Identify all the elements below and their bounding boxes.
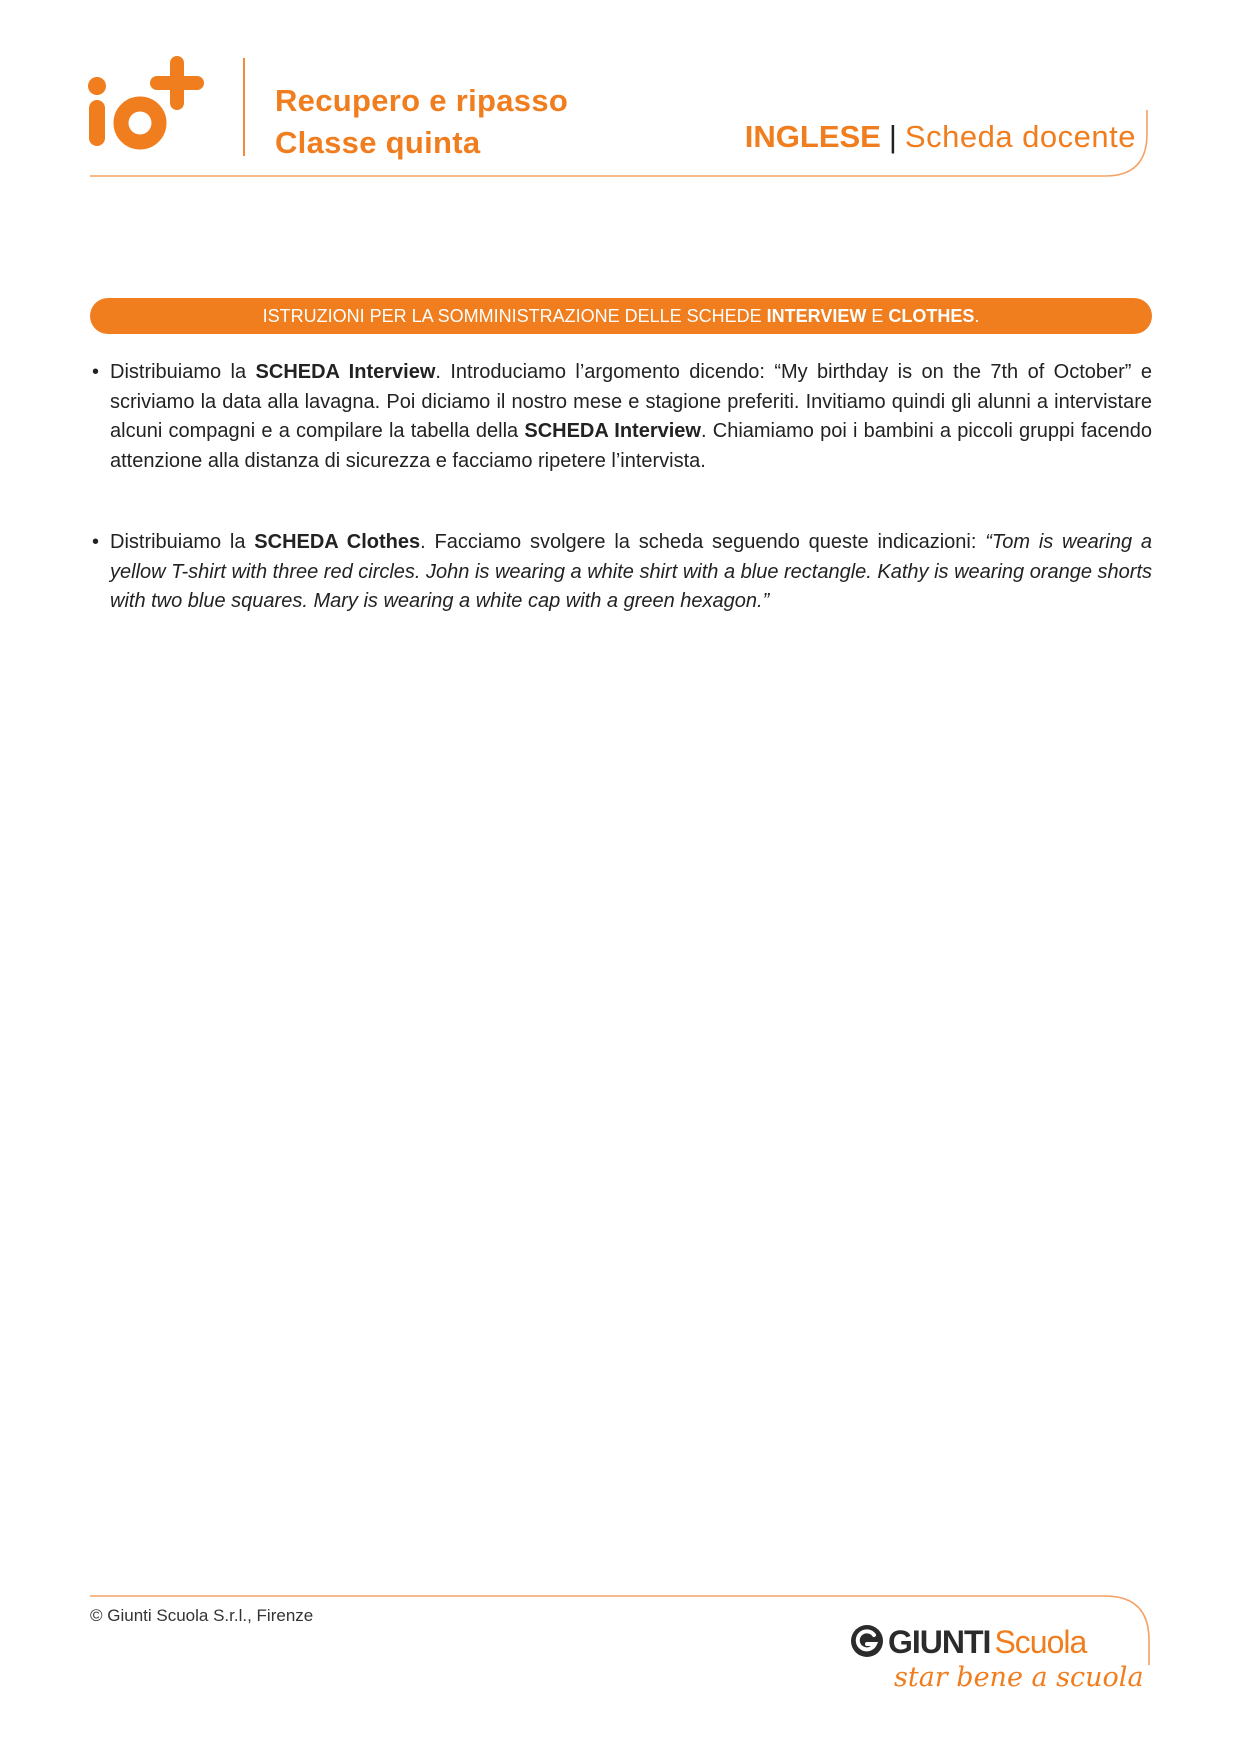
instruction-item-clothes: • Distribuiamo la SCHEDA Clothes. Facciamo svolgere la scheda seguendo queste indicazioni: “Tom is wearing a yellow T-shirt with three red circles. John is wearing a white shirt with a blue rectangle. Kathy is wearing orange shorts with two blue squares. Mary is wearing a white cap with a green hexagon.” — [90, 528, 1152, 617]
header-title: Recupero e ripasso — [275, 83, 569, 118]
instruction-list — [90, 358, 1152, 669]
header-underline — [90, 110, 1150, 180]
publisher-tagline: star bene a scuola — [894, 1662, 1144, 1693]
subject-label: INGLESE — [744, 119, 881, 154]
banner-interview: INTERVIEW — [766, 306, 867, 326]
instruction-item-interview: • Distribuiamo la SCHEDA Interview. Introduciamo l’argomento dicendo: “My birthday is on the 7th of October” e scriviamo la data alla lavagna. Poi diciamo il nostro mese e stagione preferiti. Invitiamo quindi gli alunni a intervistare alcuni compagni e a compilare la tabella della SCHEDA Interview. Chiamiamo poi i bambini a piccoli gruppi facendo attenzione alla distanza di sicurezza e facciamo ripetere l’intervista. — [90, 358, 1152, 476]
giunti-g-icon — [850, 1624, 884, 1658]
scheda-clothes-ref: SCHEDA Clothes — [254, 531, 421, 553]
bullet-icon: • — [92, 531, 100, 553]
header-subtitle: Classe quinta — [275, 125, 481, 160]
clothes-dictation-text: “Tom is wearing a yellow T-shirt with three red circles. John is wearing a white shirt with a blue rectangle. Kathy is wearing orange shorts with two blue squares. Mary is wearing a white cap with a green hexagon.” — [110, 531, 1152, 612]
subject-separator: | — [888, 119, 897, 154]
role-label: Scheda docente — [904, 119, 1136, 154]
banner-text: ISTRUZIONI PER LA SOMMINISTRAZIONE DELLE SCHEDE — [262, 306, 767, 326]
banner-period: . — [974, 306, 980, 326]
banner-conjunction: E — [866, 306, 889, 326]
instructions-banner — [90, 298, 1152, 334]
scheda-interview-ref: SCHEDA Interview — [255, 361, 436, 383]
giunti-scuola-logo — [850, 1622, 1144, 1702]
bullet-icon: • — [92, 361, 100, 383]
copyright-text: © Giunti Scuola S.r.l., Firenze — [90, 1606, 314, 1625]
publisher-name: GIUNTI Scuola — [850, 1622, 1086, 1662]
banner-clothes: CLOTHES — [888, 306, 975, 326]
scheda-interview-ref: SCHEDA Interview — [524, 420, 701, 442]
